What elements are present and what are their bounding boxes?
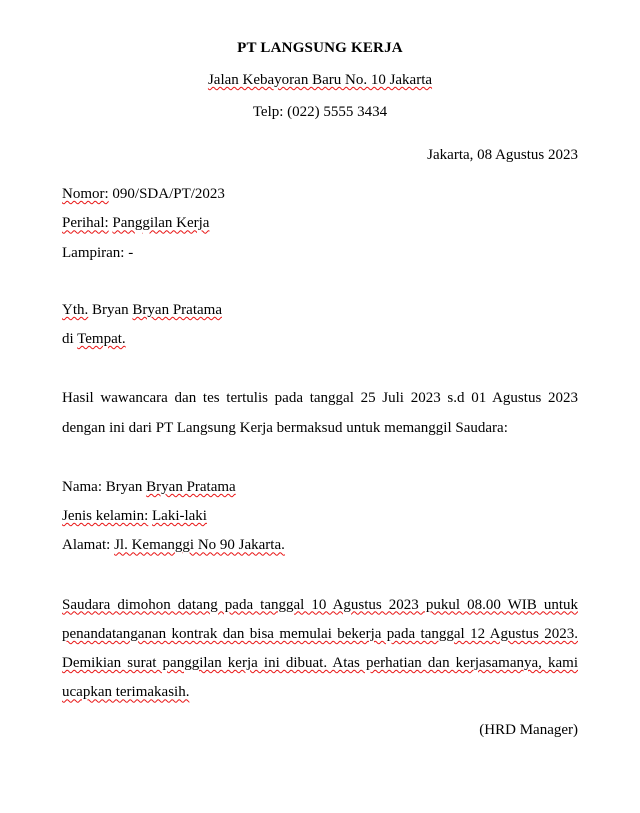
letter-meta: [62, 180, 578, 268]
meta-perihal-value: Panggilan Kerja: [112, 215, 210, 232]
detail-nama-label: Nama:: [62, 478, 102, 495]
company-name: PT LANGSUNG KERJA: [237, 40, 403, 56]
detail-nama-value: Bryan Pratama: [146, 478, 236, 495]
meta-nomor-value: 090/SDA/PT/2023: [112, 186, 225, 202]
candidate-details: [62, 473, 578, 561]
detail-alamat-label: Alamat:: [62, 537, 111, 554]
meta-perihal: [62, 209, 578, 238]
signature-line: (HRD Manager): [479, 721, 578, 738]
recipient-name: Bryan Pratama: [132, 301, 222, 318]
recipient-line-2: [62, 325, 578, 354]
date-line: Jakarta, 08 Agustus 2023: [427, 147, 578, 163]
closing-paragraph-text: Saudara dimohon datang pada tanggal 10 Agustus 2023 pukul 08.00 WIB untuk penandatanganan kontrak dan bisa memulai bekerja pada tanggal 12 Agustus 2023. Demikian surat panggilan kerja ini dibuat. Atas perhatian dan kerjasamanya, kami ucapkan terimakasih.: [62, 596, 578, 701]
detail-jenis-kelamin-value: Laki-laki: [152, 508, 207, 524]
detail-alamat-value: Jl. Kemanggi No 90 Jakarta.: [114, 537, 285, 554]
recipient-place: Tempat.: [77, 331, 126, 347]
company-phone: Telp: (022) 5555 3434: [252, 104, 388, 120]
recipient-place-prefix: di: [62, 331, 74, 347]
detail-jenis-kelamin: [62, 502, 578, 531]
recipient-block: [62, 296, 578, 355]
meta-lampiran-value: -: [128, 244, 134, 261]
detail-nama: Nama: Bryan Bryan Pratama: [62, 478, 236, 495]
recipient-line-1: Yth. Bryan Bryan Pratama: [62, 301, 222, 318]
company-address: [62, 70, 578, 91]
detail-alamat: [62, 531, 578, 560]
meta-nomor: [62, 180, 578, 209]
closing-paragraph: [62, 591, 578, 708]
meta-nomor-label: Nomor:: [62, 186, 109, 202]
company-address-text: Jalan Kebayoran Baru No. 10 Jakarta: [207, 72, 433, 88]
meta-perihal-label: Perihal:: [62, 215, 109, 232]
recipient-honorific: Yth.: [62, 301, 89, 318]
body-paragraph: Hasil wawancara dan tes tertulis pada tanggal 25 Juli 2023 s.d 01 Agustus 2023 dengan ini dari PT Langsung Kerja bermaksud untuk memanggil Saudara:: [62, 390, 578, 436]
meta-lampiran-label: Lampiran:: [62, 244, 125, 261]
detail-jenis-kelamin-label: Jenis kelamin:: [62, 508, 149, 524]
letterhead: [62, 38, 578, 123]
meta-lampiran: [62, 239, 578, 268]
